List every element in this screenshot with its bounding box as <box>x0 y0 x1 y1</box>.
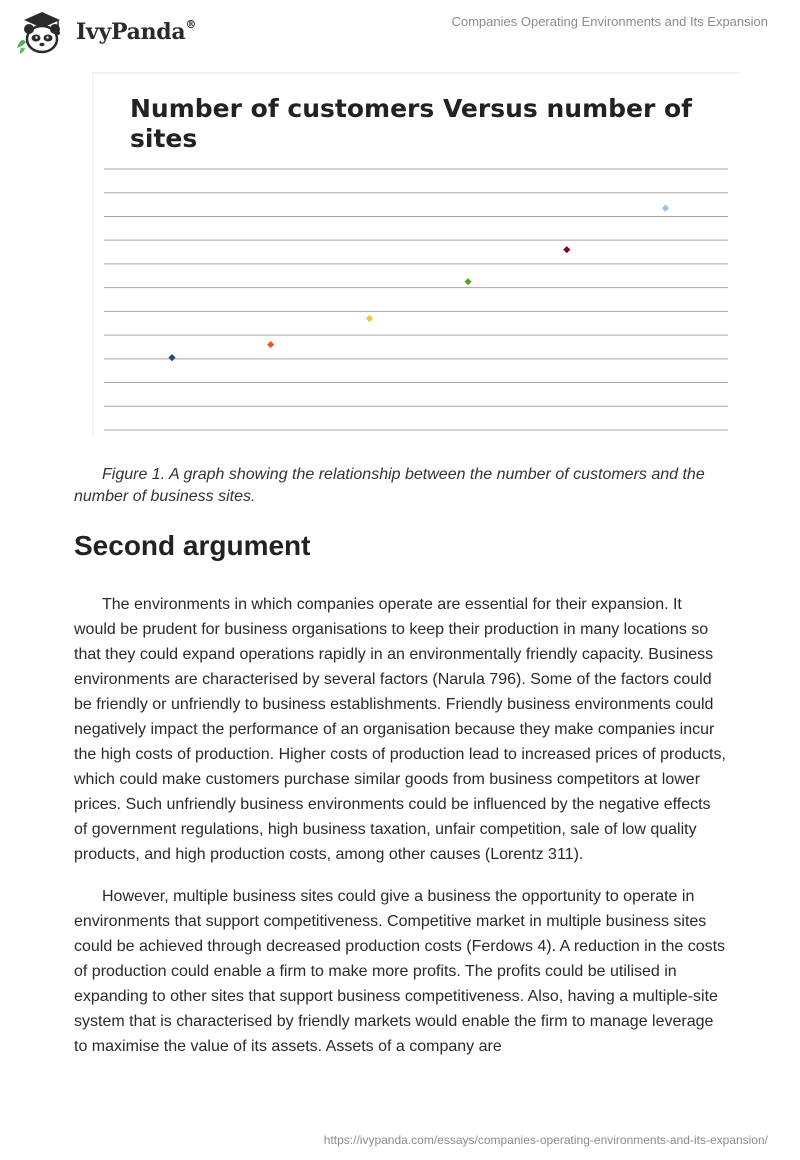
paragraph-2: However, multiple business sites could give a business the opportunity to operate in environments that support competitiveness. Competitive market in multiple business sites could be achieved through decreased production costs (Ferdows 4). A reduction in the costs of production could enable a firm to make more profits. The profits could be utilised in expanding to other sites that support business competitiveness. Also, having a multiple-site system that is characterised by friendly markets would enable the firm to manage leverage to maximise the value of its assets. Assets of a company are <box>74 888 726 1055</box>
ivypanda-logo[interactable] <box>14 8 196 56</box>
paragraph-1: The environments in which companies operate are essential for their expansion. It would be prudent for business organisations to keep their production in many locations so that they could expand operations rapidly in an environmentally friendly capacity. Business environments are characterised by several factors (Narula 796). Some of the factors could be friendly or unfriendly to business establishments. Friendly business environments could negatively impact the performance of an organisation because they make companies incur the high costs of production. Higher costs of production lead to increased prices of products, which could make customers purchase similar goods from business competitors at lower prices. Such unfriendly business environments could be influenced by the negative effects of government regulations, high business taxation, unfair competition, sale of low quality products, and high production costs, among other causes (Lorentz 311). <box>74 596 726 863</box>
panda-graduate-icon <box>14 8 70 56</box>
chart-gridlines <box>104 169 728 430</box>
chart-points <box>168 181 740 361</box>
data-point-6 <box>662 205 669 212</box>
chart-svg <box>92 72 740 438</box>
scatter-chart <box>92 72 740 438</box>
logo-text <box>76 19 196 45</box>
chart-title-line-1: Number of customers Versus number of <box>130 94 693 123</box>
data-point-2 <box>267 341 274 348</box>
data-point-1 <box>168 354 175 361</box>
figure-caption: Figure 1. A graph showing the relationship between the number of customers and the number of business sites. <box>74 466 705 505</box>
footer-url[interactable]: https://ivypanda.com/essays/companies-operating-environments-and-its-expansion/ <box>323 1133 768 1147</box>
page-header <box>0 0 800 64</box>
data-point-5 <box>563 246 570 253</box>
header-title: Companies Operating Environments and Its Expansion <box>451 14 768 29</box>
data-point-4 <box>465 278 472 285</box>
registered-mark: ® <box>185 17 197 31</box>
logo-wordmark: IvyPanda <box>76 19 186 45</box>
data-point-3 <box>366 315 373 322</box>
article-body <box>74 592 726 1076</box>
section-heading: Second argument <box>74 530 311 561</box>
chart-title-line-2: sites <box>130 124 198 153</box>
